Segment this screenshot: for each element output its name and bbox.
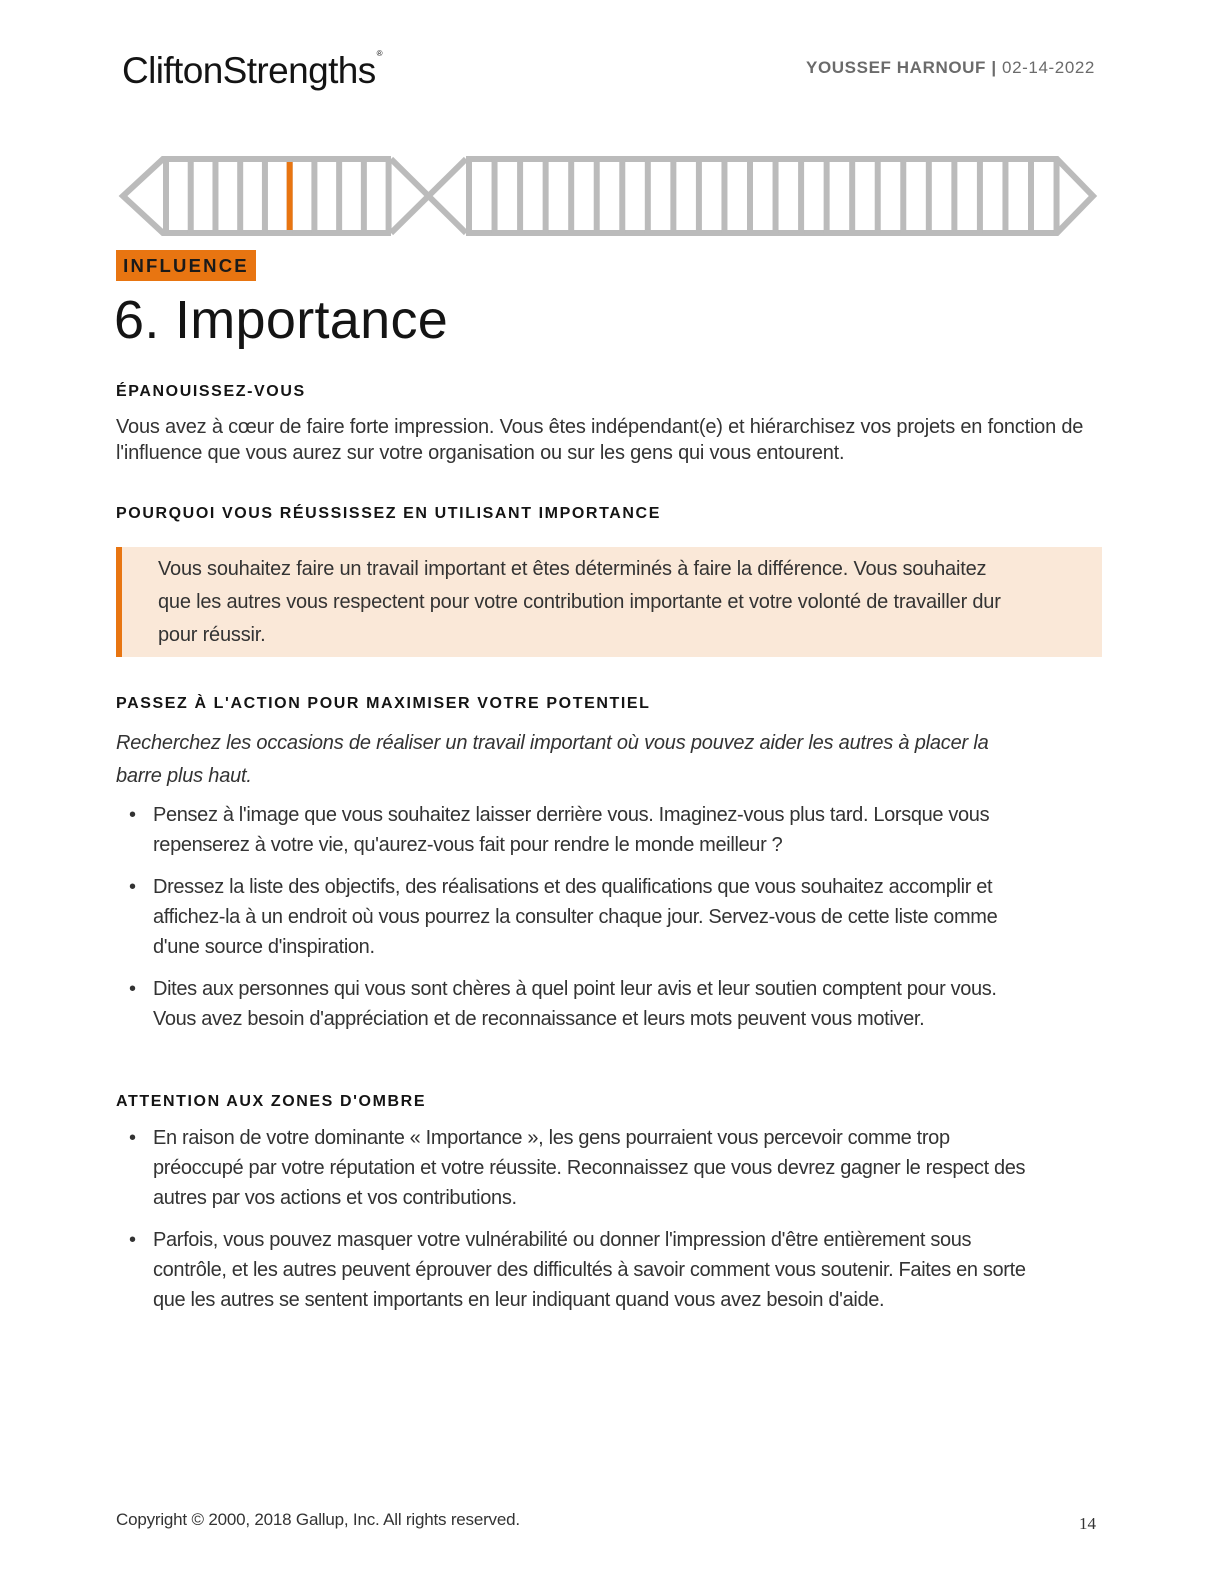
- callout-text: Vous souhaitez faire un travail important et êtes déterminés à faire la différence. Vous souhaitez que les autres vous respectent pour votre contribution importante et votre volonté de travailler dur pour réussir.: [158, 558, 1001, 646]
- strength-rank-marker: [237, 159, 243, 233]
- person-name: YOUSSEF HARNOUF: [806, 58, 987, 77]
- list-item-text: Pensez à l'image que vous souhaitez laisser derrière vous. Imaginez-vous plus tard. Lorsque vous repenserez à votre vie, qu'aurez-vous fait pour rendre le monde meilleur ?: [153, 804, 990, 856]
- strength-rank-marker: [212, 159, 218, 233]
- bullet-icon: •: [129, 804, 136, 826]
- bar-right-outline: [466, 159, 1093, 233]
- blind-spots-list: [116, 1123, 1036, 1327]
- strength-rank-marker: [517, 159, 523, 233]
- section-heading-why-succeed: POURQUOI VOUS RÉUSSISSEZ EN UTILISANT IMPORTANCE: [116, 505, 661, 522]
- strength-rank-marker: [361, 159, 367, 233]
- registered-mark: ®: [376, 48, 382, 58]
- strength-rank-marker: [875, 159, 881, 233]
- bullet-icon: •: [129, 978, 136, 1000]
- strength-rank-marker: [466, 159, 472, 233]
- list-item-text: Parfois, vous pouvez masquer votre vulnérabilité ou donner l'impression d'être entièrement sous contrôle, et les autres peuvent éprouver des difficultés à savoir comment vous soutenir. Faites en sorte que les autres se sentent importants en leur indiquant quand vous avez besoin d'aide.: [153, 1229, 1026, 1311]
- strength-rank-marker: [188, 159, 194, 233]
- strength-rank-marker: [696, 159, 702, 233]
- list-item: [116, 1225, 1036, 1315]
- theme-title: 6. Importance: [114, 290, 449, 350]
- bullet-icon: •: [129, 1127, 136, 1149]
- callout-box: [116, 547, 1102, 657]
- meta-separator: |: [986, 58, 1003, 77]
- strength-rank-marker: [747, 159, 753, 233]
- strength-rank-marker: [492, 159, 498, 233]
- list-item-text: Dressez la liste des objectifs, des réalisations et des qualifications que vous souhaitez accomplir et affichez-la à un endroit où vous pourrez la consulter chaque jour. Servez-vous de cette liste comme d'une source d'inspiration.: [153, 876, 998, 958]
- section-heading-take-action: PASSEZ À L'ACTION POUR MAXIMISER VOTRE POTENTIEL: [116, 695, 651, 712]
- strength-rank-marker: [1002, 159, 1008, 233]
- strength-rank-marker: [926, 159, 932, 233]
- strength-rank-marker: [163, 159, 169, 233]
- list-item: [116, 974, 1036, 1034]
- strength-rank-marker: [977, 159, 983, 233]
- strength-rank-marker: [336, 159, 342, 233]
- strength-rank-marker: [824, 159, 830, 233]
- strength-rank-marker: [670, 159, 676, 233]
- page-number: 14: [1079, 1514, 1096, 1533]
- strength-rank-marker: [594, 159, 600, 233]
- bullet-icon: •: [129, 876, 136, 898]
- take-action-list: [116, 800, 1036, 1046]
- highlighted-strength-marker: [287, 162, 293, 230]
- list-item: [116, 1123, 1036, 1213]
- strength-bar-outline: [123, 159, 1093, 233]
- strength-rank-marker: [721, 159, 727, 233]
- strength-rank-marker: [1028, 159, 1034, 233]
- take-action-intro: Recherchez les occasions de réaliser un travail important où vous pouvez aider les autres à placer la barre plus haut.: [116, 732, 989, 787]
- list-item-text: Dites aux personnes qui vous sont chères à quel point leur avis et leur soutien comptent pour vous. Vous avez besoin d'appréciation et de reconnaissance et leurs mots peuvent vous motiver.: [153, 978, 997, 1030]
- list-item-text: En raison de votre dominante « Importance », les gens pourraient vous percevoir comme trop préoccupé par votre réputation et votre réussite. Reconnaissez que vous devrez gagner le respect des autres par vos actions et vos contributions.: [153, 1127, 1026, 1209]
- section-heading-blind-spots: ATTENTION AUX ZONES D'OMBRE: [116, 1093, 427, 1110]
- strength-rank-marker: [900, 159, 906, 233]
- strength-rank-marker: [568, 159, 574, 233]
- strength-rank-marker: [849, 159, 855, 233]
- copyright-notice: Copyright © 2000, 2018 Gallup, Inc. All rights reserved.: [116, 1510, 520, 1529]
- strength-rank-marker: [262, 159, 268, 233]
- report-date: 02-14-2022: [1002, 58, 1095, 77]
- strength-bar-ticks: [163, 159, 1060, 233]
- strength-rank-marker: [645, 159, 651, 233]
- section-heading-thrive: ÉPANOUISSEZ-VOUS: [116, 383, 306, 400]
- thrive-text: Vous avez à cœur de faire forte impression. Vous êtes indépendant(e) et hiérarchisez vos projets en fonction de l'influence que vous aurez sur votre organisation ou sur les gens qui vous entourent.: [116, 416, 1084, 464]
- strength-rank-marker: [386, 159, 392, 233]
- domain-badge: INFLUENCE: [116, 250, 256, 281]
- strength-rank-marker: [1054, 159, 1060, 233]
- strength-rank-marker: [619, 159, 625, 233]
- bullet-icon: •: [129, 1229, 136, 1251]
- strength-rank-marker: [798, 159, 804, 233]
- strength-rank-marker: [543, 159, 549, 233]
- list-item: [116, 800, 1036, 860]
- strength-rank-marker: [311, 159, 317, 233]
- logo-text: CliftonStrengths: [122, 50, 376, 91]
- strength-rank-marker: [773, 159, 779, 233]
- strength-rank-bar: [0, 0, 1224, 250]
- strength-rank-marker: [951, 159, 957, 233]
- list-item: [116, 872, 1036, 962]
